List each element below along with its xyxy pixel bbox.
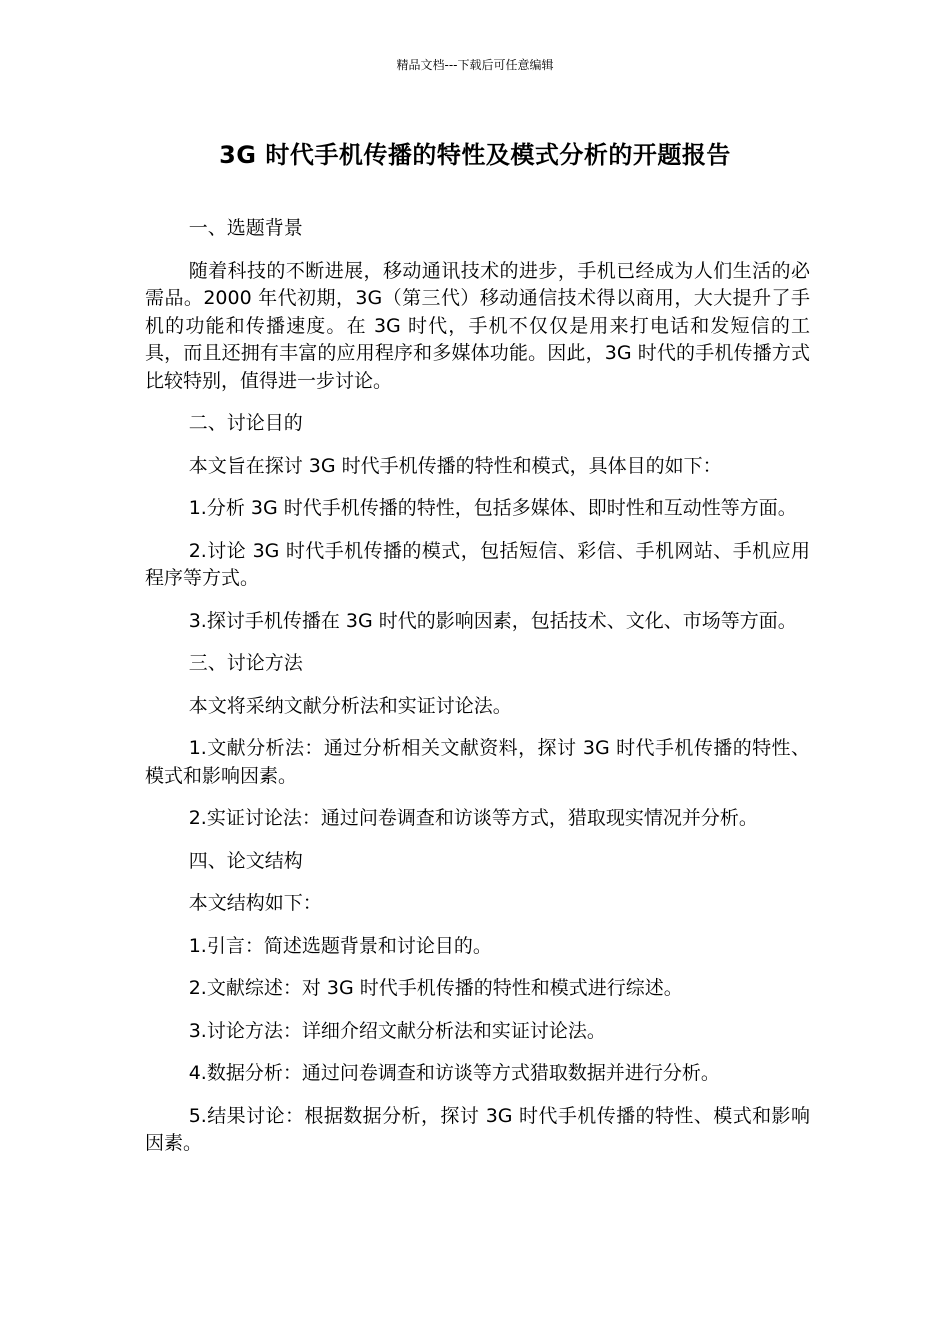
document-title: 3G 时代手机传播的特性及模式分析的开题报告 bbox=[219, 141, 731, 169]
list-item-method-2: 2.实证讨论法：通过问卷调查和访谈等方式，猎取现实情况并分析。 bbox=[188, 807, 758, 829]
list-item-structure-2: 2.文献综述：对 3G 时代手机传播的特性和模式进行综述。 bbox=[188, 977, 683, 999]
list-item-purpose-2: 2.讨论 3G 时代手机传播的模式，包括短信、彩信、手机网站、手机应用程序等方式。 bbox=[145, 539, 810, 589]
paragraph-method-intro: 本文将采纳文献分析法和实证讨论法。 bbox=[188, 694, 512, 717]
list-item-structure-4: 4.数据分析：通过问卷调查和访谈等方式猎取数据并进行分析。 bbox=[188, 1062, 720, 1084]
section-heading-purpose: 二、讨论目的 bbox=[188, 412, 303, 434]
section-heading-background: 一、选题背景 bbox=[188, 217, 303, 239]
paragraph-structure-intro: 本文结构如下： bbox=[188, 892, 322, 914]
list-item-structure-1: 1.引言：简述选题背景和讨论目的。 bbox=[188, 934, 492, 957]
list-item-purpose-1: 1.分析 3G 时代手机传播的特性，包括多媒体、即时性和互动性等方面。 bbox=[188, 497, 797, 519]
list-item-method-1: 1.文献分析法：通过分析相关文献资料，探讨 3G 时代手机传播的特性、模式和影响因素。 bbox=[145, 737, 810, 787]
list-item-structure-5: 5.结果讨论：根据数据分析，探讨 3G 时代手机传播的特性、模式和影响因素。 bbox=[145, 1104, 810, 1154]
paragraph-purpose-intro: 本文旨在探讨 3G 时代手机传播的特性和模式，具体目的如下： bbox=[188, 454, 722, 477]
page-header: 精品文档---下载后可任意编辑 bbox=[396, 58, 554, 72]
document-body bbox=[145, 215, 810, 1173]
paragraph-background: 随着科技的不断进展，移动通讯技术的进步，手机已经成为人们生活的必需品。2000 年代初期，3G（第三代）移动通信技术得以商用，大大提升了手机的功能和传播速度。在 3G 时代，手机不仅仅是用来打电话和发短信的工具，而且还拥有丰富的应用程序和多媒体功能。因此，3G 时代的手机传播方式比较特别，值得进一步讨论。 bbox=[145, 259, 810, 392]
list-item-purpose-3: 3.探讨手机传播在 3G 时代的影响因素，包括技术、文化、市场等方面。 bbox=[188, 609, 797, 632]
section-heading-structure: 四、论文结构 bbox=[188, 849, 303, 872]
section-heading-method: 三、讨论方法 bbox=[188, 652, 303, 674]
list-item-structure-3: 3.讨论方法：详细介绍文献分析法和实证讨论法。 bbox=[188, 1019, 606, 1042]
